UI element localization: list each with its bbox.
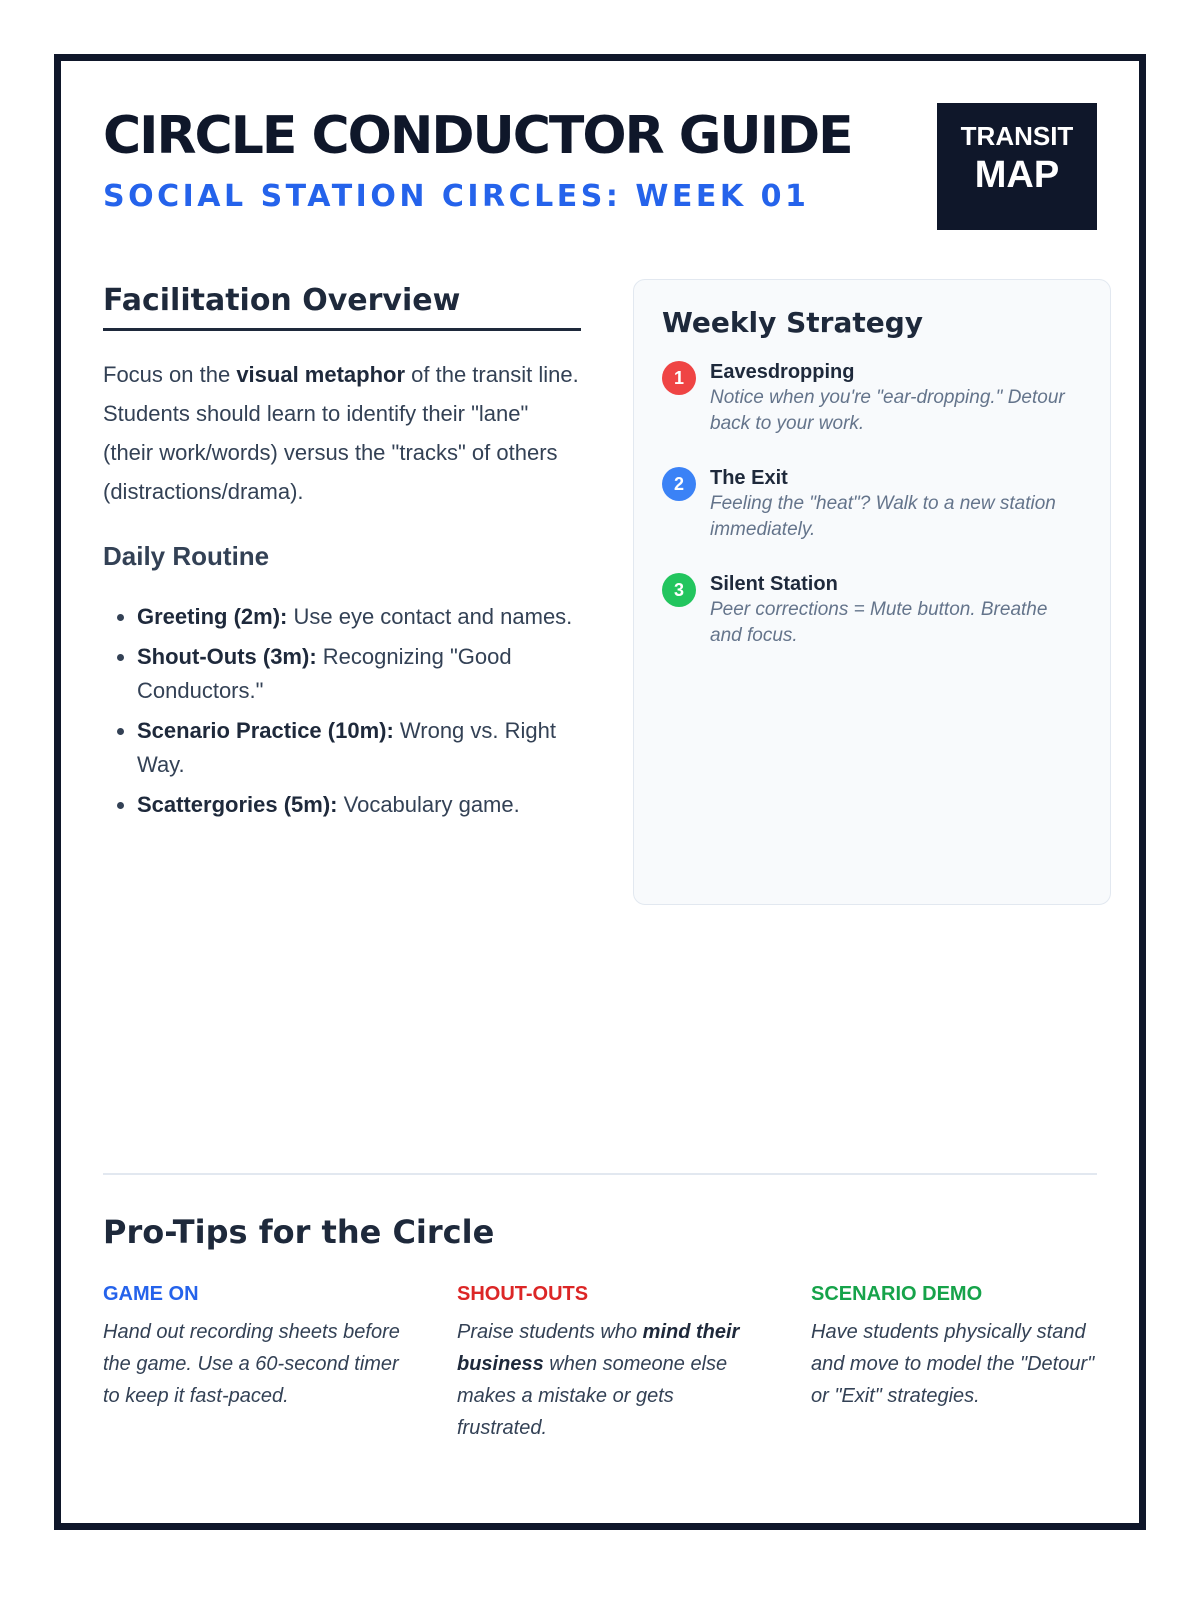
tip-text: Hand out recording sheets before the game. Use a 60-second timer to keep it fast-paced. (103, 1321, 400, 1407)
strategy-item (662, 465, 1082, 543)
page-subtitle: SOCIAL STATION CIRCLES: WEEK 01 (103, 179, 810, 214)
strategy-description: Peer corrections = Mute button. Breathe and focus. (710, 599, 1048, 646)
badge-bottom-text: MAP (974, 154, 1060, 196)
tip-scenario-demo (811, 1283, 1111, 1444)
routine-item-text: Wrong vs. Right Way. (137, 718, 556, 777)
strategy-description: Feeling the "heat"? Walk to a new station immediately. (710, 493, 1056, 540)
strategy-name: Eavesdropping (710, 361, 855, 383)
weekly-strategy-card (633, 279, 1111, 905)
transit-map-badge (937, 103, 1097, 230)
strategy-number-badge: 2 (662, 467, 696, 501)
strategy-description: Notice when you're "ear-dropping." Detour back to your work. (710, 387, 1065, 434)
daily-routine-list (103, 600, 581, 822)
strategy-name: Silent Station (710, 573, 838, 595)
badge-top-text: TRANSIT (960, 121, 1074, 151)
strategy-name: The Exit (710, 467, 788, 489)
pro-tips-heading: Pro-Tips for the Circle (103, 1213, 495, 1251)
tip-label: SHOUT-OUTS (457, 1283, 589, 1305)
page-title: CIRCLE CONDUCTOR GUIDE (103, 106, 852, 166)
strategy-item (662, 359, 1082, 437)
intro-text-start: Focus on the (103, 362, 237, 387)
intro-emphasis: visual metaphor (236, 362, 406, 387)
strategy-number-badge: 1 (662, 361, 696, 395)
tip-emphasis: mind their business (457, 1321, 740, 1375)
routine-item-text: Use eye contact and names. (287, 604, 573, 629)
facilitation-overview (103, 283, 581, 828)
routine-item-label: Scenario Practice (10m): (137, 718, 394, 743)
guide-page (54, 54, 1146, 1530)
overview-heading: Facilitation Overview (103, 283, 581, 331)
routine-item (137, 600, 581, 634)
routine-item (137, 640, 581, 708)
strategy-item (662, 571, 1082, 649)
daily-routine-heading: Daily Routine (103, 541, 270, 571)
routine-item-label: Greeting (2m): (137, 604, 288, 629)
tip-text-end: when someone else makes a mistake or gets frustrated. (457, 1353, 728, 1439)
overview-intro (103, 355, 581, 511)
weekly-strategy-heading: Weekly Strategy (662, 306, 924, 339)
tip-shout-outs (457, 1283, 757, 1444)
routine-item-label: Shout-Outs (3m): (137, 644, 317, 669)
tip-text-start: Praise students who (457, 1321, 643, 1343)
routine-item-text: Vocabulary game. (337, 792, 520, 817)
tip-label: GAME ON (103, 1283, 199, 1305)
tip-label: SCENARIO DEMO (811, 1283, 983, 1305)
routine-item (137, 788, 581, 822)
tip-text (457, 1316, 757, 1444)
tip-game-on (103, 1283, 403, 1444)
routine-item-label: Scattergories (5m): (137, 792, 338, 817)
page-content (103, 103, 1097, 1481)
routine-item (137, 714, 581, 782)
intro-text-end: of the transit line. Students should learn to identify their "lane" (their work/words) versus the "tracks" of others (distractions/drama). (103, 362, 579, 504)
section-divider (103, 1173, 1097, 1175)
tip-text: Have students physically stand and move to model the "Detour" or "Exit" strategies. (811, 1321, 1095, 1407)
routine-item-text: Recognizing "Good Conductors." (137, 644, 512, 703)
strategy-number-badge: 3 (662, 573, 696, 607)
pro-tips-row (103, 1283, 1111, 1444)
